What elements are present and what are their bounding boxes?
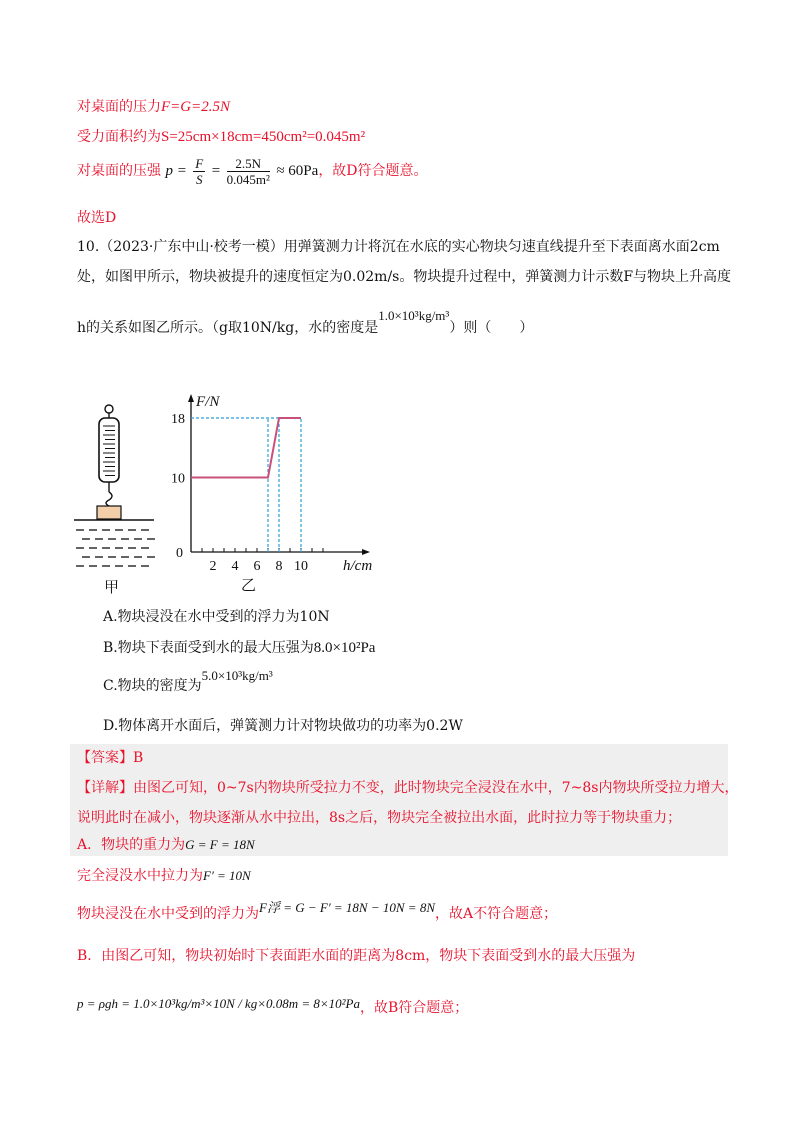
detail-line-2: 说明此时在减小，物块逐渐从水中拉出，8s之后，物块完全被拉出水面，此时拉力等于物块重力； [77, 810, 682, 826]
detail-line-1 [77, 778, 738, 798]
question-text-1: 用弹簧测力计将沉在水底的实心物块匀速直线提升至下表面离水面2cm [283, 239, 720, 255]
y-axis-label: F/N [196, 394, 220, 410]
detail-line-7-formula: p = ρgh = 1.0×10³kg/m³×10N / kg×0.08m = 8×10²Pa [77, 996, 360, 1011]
option-c-text: 物块的密度为 [117, 678, 202, 694]
detail-line-4-formula: F′ = 10N [203, 868, 251, 883]
detail-line-3-label: A．物块的重力为 [77, 837, 186, 853]
spring-scale-body-icon [99, 418, 119, 482]
question-source: （2023·广东中山·校考一模） [99, 239, 284, 255]
question-line-1 [77, 237, 720, 257]
prev-area-line [77, 127, 365, 147]
x-axis-arrow-icon [362, 549, 370, 555]
option-b-letter: B. [103, 640, 118, 656]
prev-pressure-line [77, 154, 428, 188]
prev-pressure-num2: 2.5N [227, 156, 270, 172]
prev-pressure-fraction-2 [227, 156, 270, 187]
y-tick-label: 10 [171, 471, 185, 487]
prev-area-label: 受力面积约为 [77, 129, 161, 145]
answer-tag: 【答案】 [77, 750, 133, 766]
option-d-text: 物体离开水面后，弹簧测力计对物块做功的功率为0.2W [118, 718, 463, 734]
prev-pressure-conclusion: ，故D符合题意。 [318, 163, 428, 179]
answer-value: B [133, 750, 144, 766]
detail-line-5 [77, 900, 558, 924]
option-c[interactable] [103, 668, 273, 696]
question-line-2: 处，如图甲所示，物块被提升的速度恒定为0.02m/s。物块提升过程中，弹簧测力计示数F与物块上升高度 [77, 269, 732, 285]
option-c-formula: 5.0×10³kg/m³ [201, 668, 273, 683]
option-c-letter: C. [103, 678, 118, 694]
x-tick-label: 2 [209, 559, 217, 574]
prev-pressure-label: 对桌面的压强 [77, 163, 161, 179]
question-text-3-end: ）则（ ） [449, 320, 534, 336]
detail-line-7-end: ，故B符合题意； [360, 1000, 469, 1016]
option-a-text: 物块浸没在水中受到的浮力为10N [117, 609, 330, 625]
question-text-3: h的关系如图乙所示。（g取10N/kg，水的密度是 [77, 320, 379, 336]
x-tick-label: 4 [231, 559, 239, 574]
hook-icon [106, 492, 112, 506]
spring-scale-ring-icon [105, 405, 113, 413]
prev-pressure-lhs: p = [165, 163, 187, 179]
question-number: 10. [77, 239, 100, 255]
y-axis-arrow-icon [188, 394, 194, 402]
prev-final-choice: 故选D [77, 210, 117, 226]
question-line-3 [77, 308, 534, 338]
prev-pressure-fraction-1 [193, 156, 205, 187]
detail-line-6: B．由图乙可知，物块初始时下表面距水面的距离为8cm，物块下表面受到水的最大压强为 [77, 948, 636, 964]
option-d-letter: D. [103, 718, 119, 734]
detail-text-1: 由图乙可知，0~7s内物块所受拉力不变，此时物块完全浸没在水中，7~8s内物块所受拉力增大， [133, 780, 739, 796]
detail-line-4 [77, 866, 251, 886]
origin-label: 0 [176, 546, 183, 561]
x-tick-label: 10 [294, 559, 308, 574]
block-icon [97, 506, 121, 519]
prev-area-formula: S=25cm×18cm=450cm²=0.045m² [161, 129, 366, 145]
prev-pressure-eq: = [211, 163, 221, 179]
prev-pressure-den2: 0.045m² [226, 171, 270, 187]
prev-pressure-force-formula: F=G=2.5N [161, 99, 230, 115]
x-tick-label: 6 [253, 559, 261, 574]
option-b[interactable] [103, 638, 375, 658]
detail-tag: 【详解】 [77, 780, 133, 796]
detail-line-5-label: 物块浸没在水中受到的浮力为 [77, 906, 259, 922]
prev-pressure-approx: ≈ 60Pa [276, 163, 319, 179]
prev-pressure-den1: S [196, 171, 203, 187]
option-b-formula: 8.0×10²Pa [313, 640, 376, 656]
water-icon [76, 530, 155, 566]
x-tick-label: 8 [275, 559, 283, 574]
option-b-text: 物块下表面受到水的最大压强为 [117, 640, 314, 656]
figure-right-caption: 乙 [241, 578, 257, 594]
force-height-chart [160, 386, 390, 598]
detail-line-4-label: 完全浸没水中拉力为 [77, 868, 203, 884]
answer-line [77, 748, 143, 768]
detail-line-7 [77, 998, 468, 1018]
option-a[interactable] [103, 607, 330, 627]
detail-line-5-end: ，故A不符合题意； [435, 906, 558, 922]
option-a-letter: A. [103, 609, 118, 625]
detail-line-3-formula: G = F = 18N [185, 837, 255, 852]
question-density: 1.0×10³kg/m³ [378, 308, 450, 323]
option-d[interactable] [103, 716, 463, 736]
detail-line-3 [77, 835, 255, 855]
prev-pressure-num1: F [195, 155, 204, 171]
series-line [191, 418, 301, 478]
prev-pressure-force-label: 对桌面的压力 [77, 99, 161, 115]
x-axis-label: h/cm [343, 558, 373, 574]
figure-apparatus [70, 400, 160, 600]
detail-line-5-formula: F浮 = G − F′ = 18N − 10N = 8N [259, 900, 435, 915]
figure-left-caption: 甲 [104, 580, 120, 596]
prev-pressure-force-line [77, 97, 230, 117]
y-tick-label: 18 [171, 412, 185, 427]
